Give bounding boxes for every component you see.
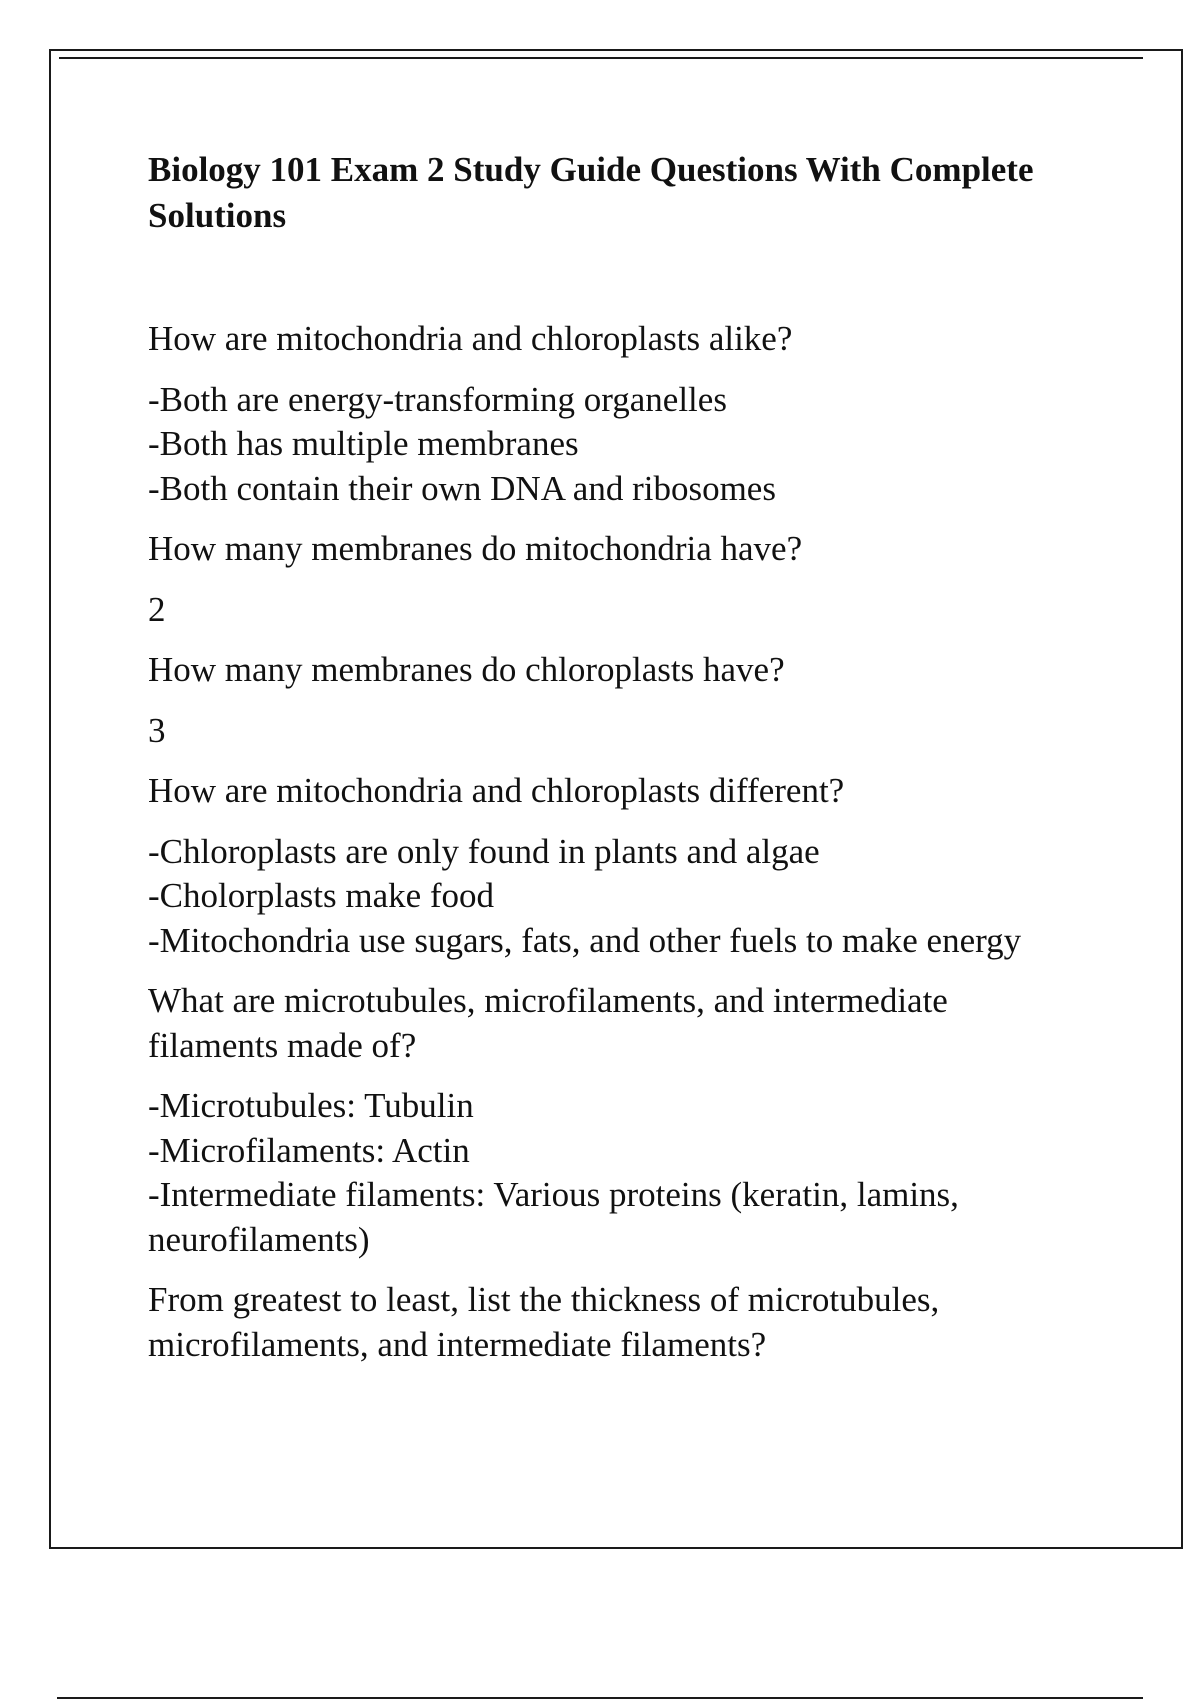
answer-block [148,588,1138,633]
answer-line: -Chloroplasts are only found in plants and algae [148,831,820,871]
answer-line: -Intermediate filaments: Various proteins (keratin, lamins, [148,1175,959,1214]
answer-line: -Microfilaments: Actin [148,1130,470,1170]
question-block [148,979,1138,1068]
question-block [148,769,1138,814]
bottom-rule [57,1697,1143,1699]
question-block [148,317,1138,362]
question-block [148,527,1138,572]
answer-block [148,378,1138,512]
answer-line: -Mitochondria use sugars, fats, and other fuels to make energy [148,920,1022,960]
answer-line: -Both has multiple membranes [148,424,579,463]
question-line: How many membranes do mitochondria have? [148,529,803,568]
question-block [148,648,1138,693]
question-line: microfilaments, and intermediate filaments? [148,1324,767,1364]
answer-block [148,830,1138,964]
answer-line: -Cholorplasts make food [148,876,495,915]
question-line: filaments made of? [148,1025,417,1065]
question-line: How are mitochondria and chloroplasts different? [148,771,845,810]
page-content [148,147,1138,1383]
question-line: From greatest to least, list the thickness of microtubules, [148,1280,940,1319]
answer-line: 2 [148,589,166,629]
question-block [148,1278,1138,1367]
top-rule [59,57,1143,59]
page-frame [49,49,1183,1549]
answer-line: -Microtubules: Tubulin [148,1086,474,1125]
answer-line: -Both are energy-transforming organelles [148,379,727,419]
qa-list [148,317,1138,1367]
answer-line: -Both contain their own DNA and ribosomes [148,468,776,508]
question-line: How are mitochondria and chloroplasts alike? [148,319,793,358]
answer-line: 3 [148,710,166,750]
document-title: Biology 101 Exam 2 Study Guide Questions With Complete Solutions [148,150,1034,235]
question-line: How many membranes do chloroplasts have? [148,650,785,689]
answer-block [148,1084,1138,1262]
answer-block [148,709,1138,754]
question-line: What are microtubules, microfilaments, and intermediate [148,981,948,1020]
answer-line: neurofilaments) [148,1219,370,1259]
